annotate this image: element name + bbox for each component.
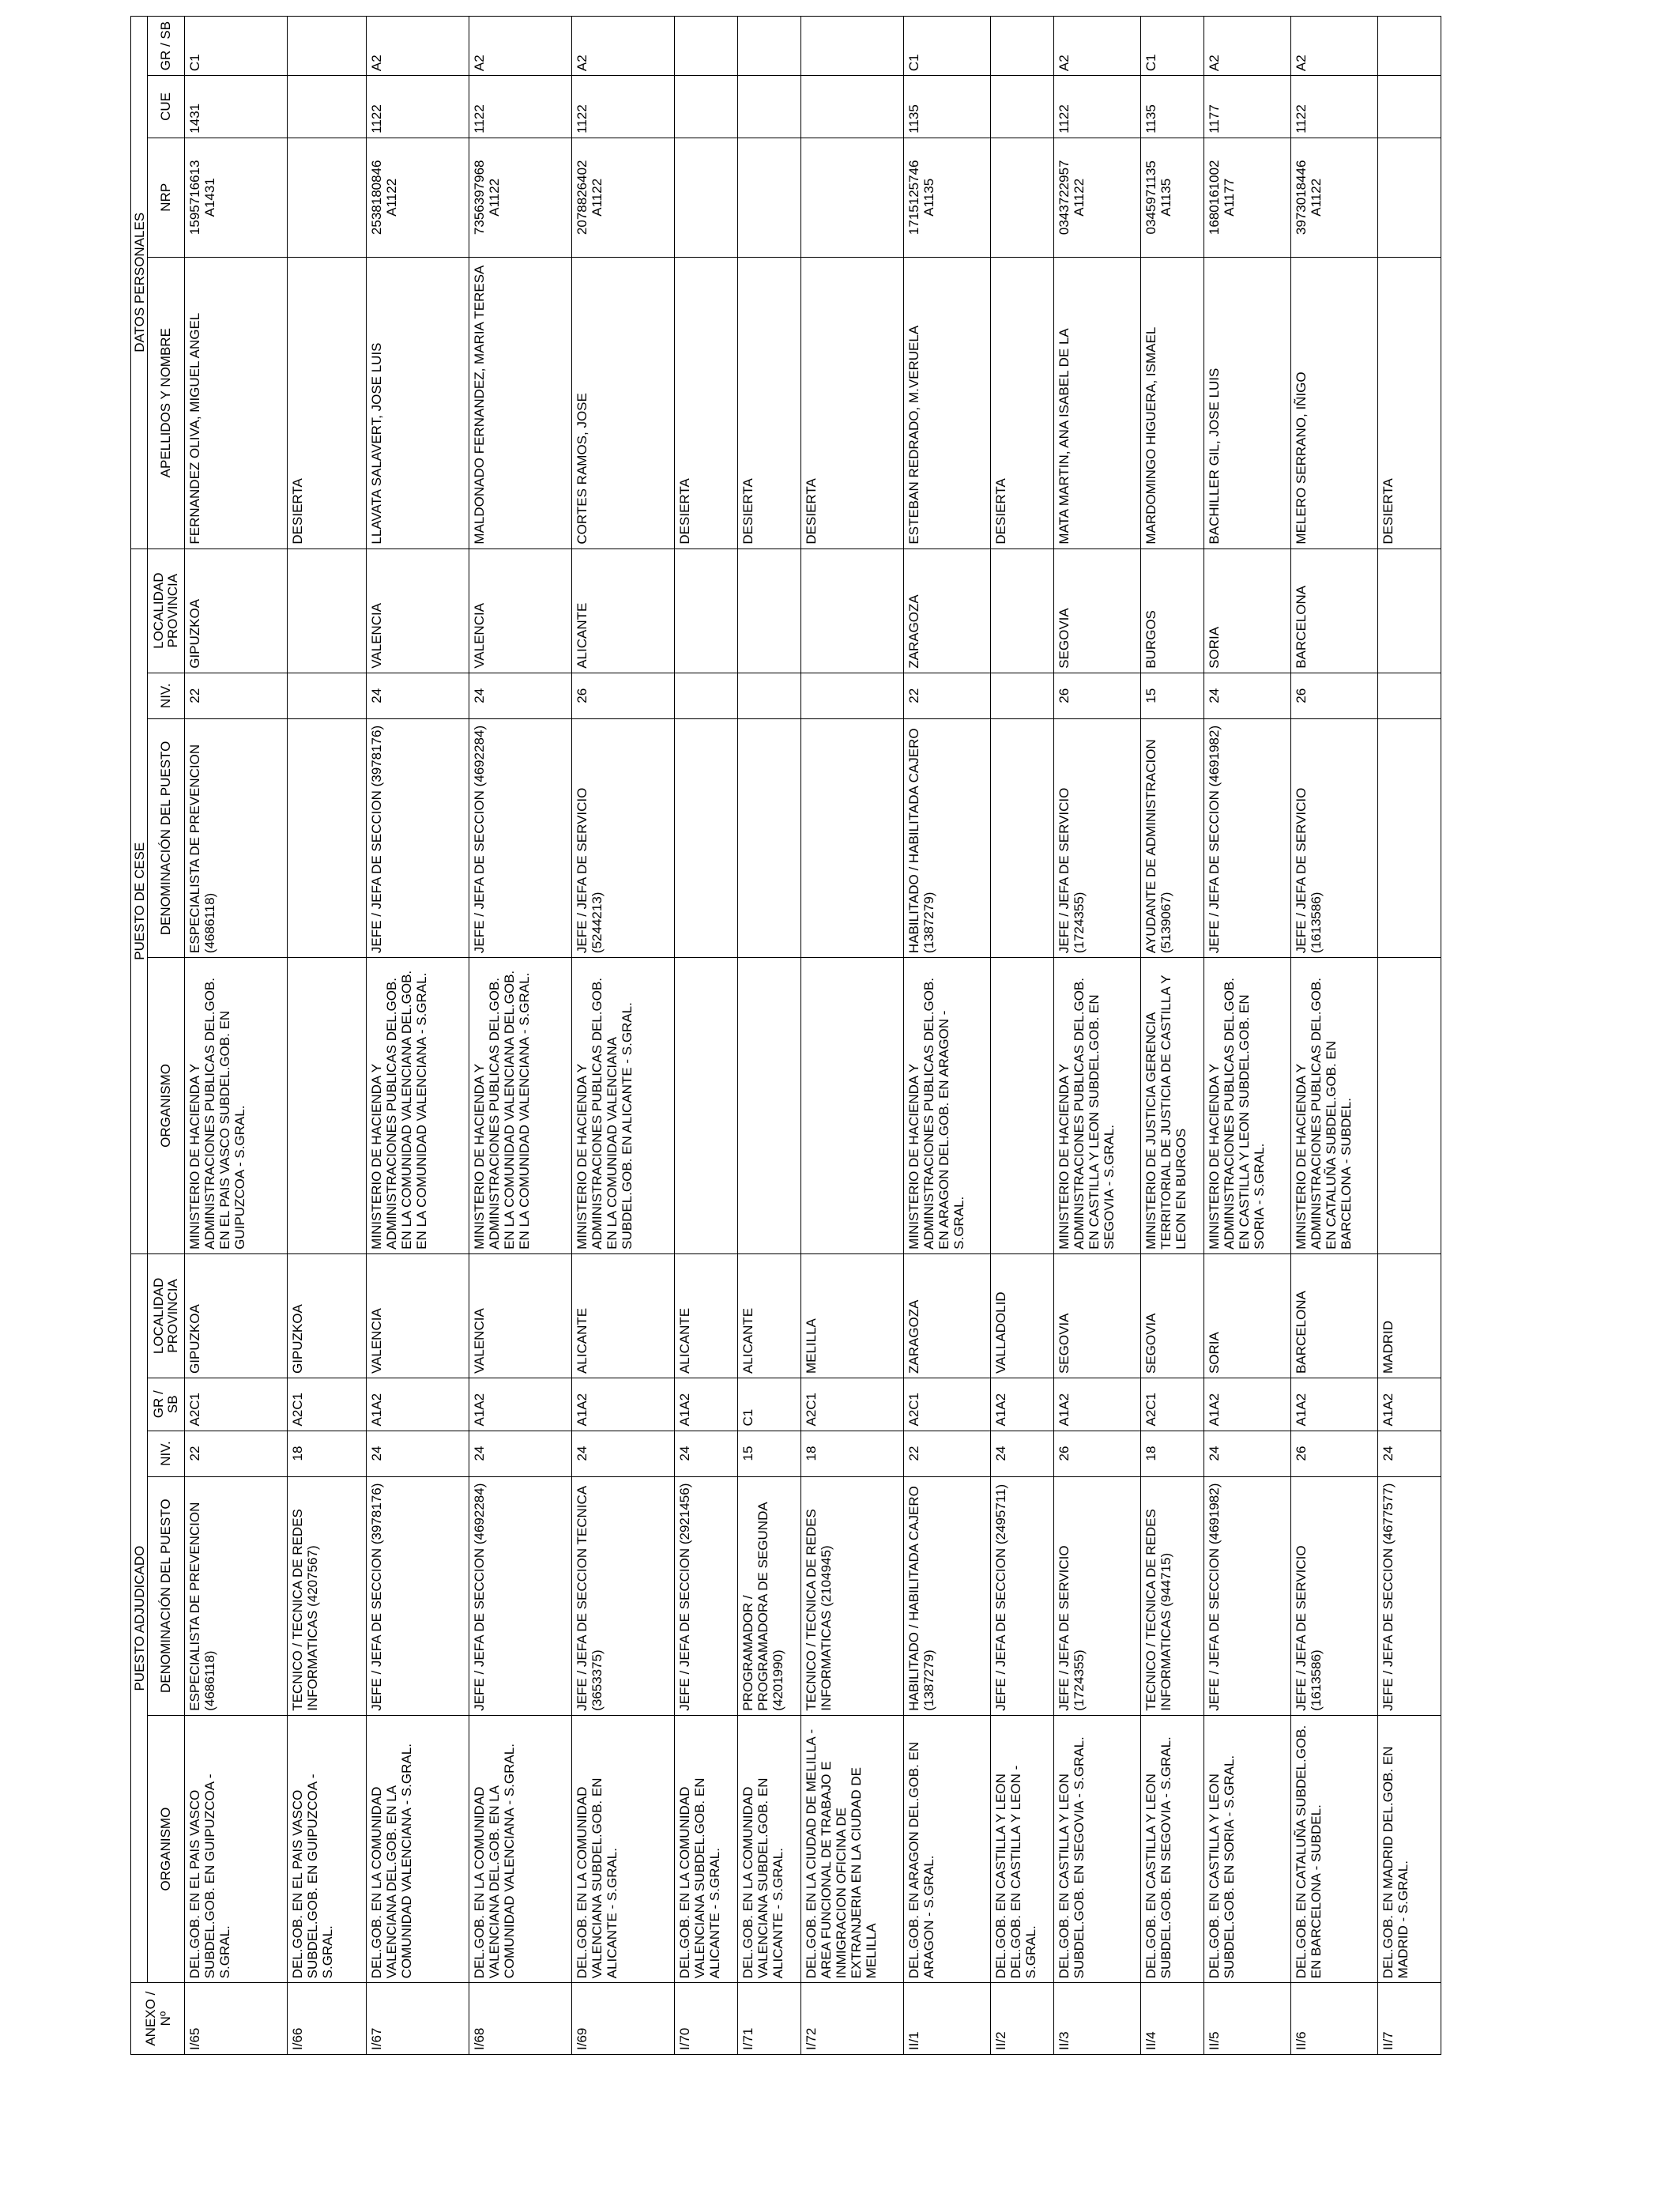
cese-localidad-cell: SEGOVIA: [1054, 548, 1141, 673]
cese-niv-cell: 15: [1141, 673, 1204, 718]
cese-denominacion-cell: JEFE / JEFA DE SECCION (4691982): [1204, 718, 1291, 957]
table-row: [288, 17, 367, 2055]
denominacion-cell: JEFE / JEFA DE SECCION (4692284): [469, 1476, 572, 1715]
localidad-cell: SEGOVIA: [1054, 1253, 1141, 1378]
nrp-cell: 1715125746 A1135: [904, 138, 991, 257]
gr-sb-cell: A2C1: [1141, 1378, 1204, 1431]
cese-localidad-cell: [675, 548, 738, 673]
cue-cell: [675, 76, 738, 138]
cese-niv-cell: 22: [904, 673, 991, 718]
gr-sb-cell: A1A2: [675, 1378, 738, 1431]
anexo-cell: I/71: [738, 1983, 801, 2055]
cese-localidad-cell: [801, 548, 904, 673]
cese-localidad-cell: ALICANTE: [572, 548, 675, 673]
nrp-cell: 1595716613 A1431: [185, 138, 288, 257]
personal-gr-sb-cell: [1378, 17, 1441, 76]
niv-cell: 26: [1054, 1431, 1141, 1476]
table-row: [1141, 17, 1204, 2055]
anexo-cell: I/72: [801, 1983, 904, 2055]
table-row: [469, 17, 572, 2055]
gr-sb-cell: A2C1: [185, 1378, 288, 1431]
col-organismo: ORGANISMO: [148, 1715, 185, 1983]
cue-cell: [801, 76, 904, 138]
localidad-cell: MELILLA: [801, 1253, 904, 1378]
cese-niv-cell: [801, 673, 904, 718]
col-personal-gr-sb: GR / SB: [148, 17, 185, 76]
cese-organismo-cell: MINISTERIO DE HACIENDA Y ADMINISTRACIONES PUBLICAS DEL.GOB. EN CASTILLA Y LEON SUBDEL.GOB. EN SEGOVIA - S.GRAL.: [1054, 958, 1141, 1254]
niv-cell: 15: [738, 1431, 801, 1476]
col-cue: CUE: [148, 76, 185, 138]
cese-localidad-cell: ZARAGOZA: [904, 548, 991, 673]
niv-cell: 24: [1378, 1431, 1441, 1476]
apellidos-nombre-cell: MATA MARTIN, ANA ISABEL DE LA: [1054, 257, 1141, 548]
organismo-cell: DEL.GOB. EN LA COMUNIDAD VALENCIANA SUBDEL.GOB. EN ALICANTE - S.GRAL.: [572, 1715, 675, 1983]
cese-organismo-cell: [738, 958, 801, 1254]
col-cese-niv: NIV.: [148, 673, 185, 718]
cese-denominacion-cell: JEFE / JEFA DE SECCION (3978176): [367, 718, 469, 957]
nrp-cell: 0343722957 A1122: [1054, 138, 1141, 257]
table-row: [675, 17, 738, 2055]
gr-sb-cell: A1A2: [1291, 1378, 1378, 1431]
localidad-cell: MADRID: [1378, 1253, 1441, 1378]
localidad-cell: VALLADOLID: [991, 1253, 1054, 1378]
cese-niv-cell: 26: [1054, 673, 1141, 718]
cue-cell: 1135: [1141, 76, 1204, 138]
apellidos-nombre-cell: DESIERTA: [738, 257, 801, 548]
cese-niv-cell: [675, 673, 738, 718]
apellidos-nombre-cell: BACHILLER GIL, JOSE LUIS: [1204, 257, 1291, 548]
gr-sb-cell: A1A2: [572, 1378, 675, 1431]
nrp-cell: 0345971135 A1135: [1141, 138, 1204, 257]
personal-gr-sb-cell: A2: [1204, 17, 1291, 76]
denominacion-cell: PROGRAMADOR / PROGRAMADORA DE SEGUNDA (4201990): [738, 1476, 801, 1715]
cese-niv-cell: [288, 673, 367, 718]
cue-cell: 1135: [904, 76, 991, 138]
cese-niv-cell: [738, 673, 801, 718]
denominacion-cell: JEFE / JEFA DE SERVICIO (1613586): [1291, 1476, 1378, 1715]
denominacion-cell: TECNICO / TECNICA DE REDES INFORMATICAS (4207567): [288, 1476, 367, 1715]
col-gr-sb: GR / SB: [148, 1378, 185, 1431]
localidad-cell: SEGOVIA: [1141, 1253, 1204, 1378]
puesto-adjudicado-header: PUESTO ADJUDICADO: [131, 1253, 148, 1982]
nrp-cell: [801, 138, 904, 257]
localidad-cell: GIPUZKOA: [288, 1253, 367, 1378]
niv-cell: 18: [288, 1431, 367, 1476]
cese-organismo-cell: MINISTERIO DE HACIENDA Y ADMINISTRACIONES PUBLICAS DEL.GOB. EN CASTILLA Y LEON SUBDEL.GOB. EN SORIA - S.GRAL.: [1204, 958, 1291, 1254]
denominacion-cell: JEFE / JEFA DE SECCION (4677577): [1378, 1476, 1441, 1715]
niv-cell: 24: [1204, 1431, 1291, 1476]
apellidos-nombre-cell: DESIERTA: [288, 257, 367, 548]
cese-localidad-cell: VALENCIA: [469, 548, 572, 673]
cese-denominacion-cell: JEFE / JEFA DE SERVICIO (1724355): [1054, 718, 1141, 957]
personal-gr-sb-cell: C1: [904, 17, 991, 76]
nrp-cell: [1378, 138, 1441, 257]
cese-denominacion-cell: JEFE / JEFA DE SECCION (4692284): [469, 718, 572, 957]
cese-localidad-cell: VALENCIA: [367, 548, 469, 673]
personal-gr-sb-cell: A2: [367, 17, 469, 76]
apellidos-nombre-cell: DESIERTA: [991, 257, 1054, 548]
cese-niv-cell: [991, 673, 1054, 718]
gr-sb-cell: A1A2: [1204, 1378, 1291, 1431]
localidad-cell: BARCELONA: [1291, 1253, 1378, 1378]
cese-localidad-cell: [1378, 548, 1441, 673]
table-row: [367, 17, 469, 2055]
organismo-cell: DEL.GOB. EN CASTILLA Y LEON SUBDEL.GOB. EN SORIA - S.GRAL.: [1204, 1715, 1291, 1983]
cese-localidad-cell: BURGOS: [1141, 548, 1204, 673]
anexo-cell: II/4: [1141, 1983, 1204, 2055]
cue-cell: 1122: [572, 76, 675, 138]
gr-sb-cell: A2C1: [288, 1378, 367, 1431]
denominacion-cell: TECNICO / TECNICA DE REDES INFORMATICAS (2104945): [801, 1476, 904, 1715]
anexo-cell: I/66: [288, 1983, 367, 2055]
gr-sb-cell: A1A2: [367, 1378, 469, 1431]
rotated-page: [130, 16, 1679, 2055]
cese-denominacion-cell: [1378, 718, 1441, 957]
localidad-cell: ZARAGOZA: [904, 1253, 991, 1378]
personal-gr-sb-cell: C1: [185, 17, 288, 76]
table-row: [572, 17, 675, 2055]
localidad-cell: VALENCIA: [367, 1253, 469, 1378]
anexo-cell: II/7: [1378, 1983, 1441, 2055]
anexo-cell: I/65: [185, 1983, 288, 2055]
denominacion-cell: HABILITADO / HABILITADA CAJERO (1387279): [904, 1476, 991, 1715]
niv-cell: 26: [1291, 1431, 1378, 1476]
table-row: [1204, 17, 1291, 2055]
datos-personales-header: DATOS PERSONALES: [131, 17, 148, 549]
col-cese-denominacion: DENOMINACIÓN DEL PUESTO: [148, 718, 185, 957]
col-nrp: NRP: [148, 138, 185, 257]
personal-gr-sb-cell: [288, 17, 367, 76]
denominacion-cell: JEFE / JEFA DE SECCION (3978176): [367, 1476, 469, 1715]
puesto-cese-header: PUESTO DE CESE: [131, 548, 148, 1253]
anexo-cell: II/1: [904, 1983, 991, 2055]
cese-organismo-cell: [991, 958, 1054, 1254]
cese-localidad-cell: [738, 548, 801, 673]
cese-organismo-cell: MINISTERIO DE HACIENDA Y ADMINISTRACIONES PUBLICAS DEL.GOB. EN ARAGON DEL.GOB. EN ARAGON - S.GRAL.: [904, 958, 991, 1254]
col-denominacion: DENOMINACIÓN DEL PUESTO: [148, 1476, 185, 1715]
table-row: [185, 17, 288, 2055]
organismo-cell: DEL.GOB. EN LA COMUNIDAD VALENCIANA SUBDEL.GOB. EN ALICANTE - S.GRAL.: [675, 1715, 738, 1983]
apellidos-nombre-cell: DESIERTA: [801, 257, 904, 548]
cese-localidad-cell: [991, 548, 1054, 673]
organismo-cell: DEL.GOB. EN ARAGON DEL.GOB. EN ARAGON - S.GRAL.: [904, 1715, 991, 1983]
cese-denominacion-cell: [738, 718, 801, 957]
gr-sb-cell: A1A2: [469, 1378, 572, 1431]
cese-denominacion-cell: AYUDANTE DE ADMINISTRACION (5139067): [1141, 718, 1204, 957]
col-localidad: LOCALIDAD PROVINCIA: [148, 1253, 185, 1378]
denominacion-cell: JEFE / JEFA DE SECCION (2495711): [991, 1476, 1054, 1715]
organismo-cell: DEL.GOB. EN LA CIUDAD DE MELILLA - AREA FUNCIONAL DE TRABAJO E INMIGRACION OFICINA DE EXTRANJERIA EN LA CIUDAD DE MELILLA: [801, 1715, 904, 1983]
niv-cell: 24: [675, 1431, 738, 1476]
col-cese-organismo: ORGANISMO: [148, 958, 185, 1254]
cese-niv-cell: [1378, 673, 1441, 718]
cese-niv-cell: 26: [572, 673, 675, 718]
gr-sb-cell: C1: [738, 1378, 801, 1431]
localidad-cell: ALICANTE: [738, 1253, 801, 1378]
cue-cell: [288, 76, 367, 138]
gr-sb-cell: A1A2: [1378, 1378, 1441, 1431]
anexo-cell: I/68: [469, 1983, 572, 2055]
organismo-cell: DEL.GOB. EN LA COMUNIDAD VALENCIANA DEL.GOB. EN LA COMUNIDAD VALENCIANA - S.GRAL.: [367, 1715, 469, 1983]
personal-gr-sb-cell: A2: [1291, 17, 1378, 76]
cese-localidad-cell: BARCELONA: [1291, 548, 1378, 673]
cese-denominacion-cell: ESPECIALISTA DE PREVENCION (4686118): [185, 718, 288, 957]
nrp-cell: 3973018446 A1122: [1291, 138, 1378, 257]
cue-cell: 1122: [1054, 76, 1141, 138]
cese-denominacion-cell: [288, 718, 367, 957]
denominacion-cell: JEFE / JEFA DE SECCION (4691982): [1204, 1476, 1291, 1715]
cese-organismo-cell: MINISTERIO DE HACIENDA Y ADMINISTRACIONES PUBLICAS DEL.GOB. EN EL PAIS VASCO SUBDEL.GOB. EN GUIPUZCOA - S.GRAL.: [185, 958, 288, 1254]
apellidos-nombre-cell: MALDONADO FERNANDEZ, MARIA TERESA: [469, 257, 572, 548]
niv-cell: 18: [801, 1431, 904, 1476]
localidad-cell: ALICANTE: [675, 1253, 738, 1378]
gr-sb-cell: A2C1: [801, 1378, 904, 1431]
personal-gr-sb-cell: [675, 17, 738, 76]
table-row: [1291, 17, 1378, 2055]
personal-gr-sb-cell: C1: [1141, 17, 1204, 76]
organismo-cell: DEL.GOB. EN EL PAIS VASCO SUBDEL.GOB. EN GUIPUZCOA - S.GRAL.: [288, 1715, 367, 1983]
denominacion-cell: TECNICO / TECNICA DE REDES INFORMATICAS (944715): [1141, 1476, 1204, 1715]
cese-denominacion-cell: JEFE / JEFA DE SERVICIO (1613586): [1291, 718, 1378, 957]
niv-cell: 24: [469, 1431, 572, 1476]
organismo-cell: DEL.GOB. EN CASTILLA Y LEON DEL.GOB. EN CASTILLA Y LEON - S.GRAL.: [991, 1715, 1054, 1983]
personal-gr-sb-cell: A2: [469, 17, 572, 76]
apellidos-nombre-cell: MARDOMINGO HIGUERA, ISMAEL: [1141, 257, 1204, 548]
personal-gr-sb-cell: A2: [1054, 17, 1141, 76]
personal-gr-sb-cell: A2: [572, 17, 675, 76]
cese-localidad-cell: GIPUZKOA: [185, 548, 288, 673]
nrp-cell: 2078826402 A1122: [572, 138, 675, 257]
cue-cell: [738, 76, 801, 138]
niv-cell: 24: [572, 1431, 675, 1476]
anexo-cell: II/3: [1054, 1983, 1141, 2055]
gr-sb-cell: A1A2: [991, 1378, 1054, 1431]
col-apellidos: APELLIDOS Y NOMBRE: [148, 257, 185, 548]
cese-organismo-cell: MINISTERIO DE HACIENDA Y ADMINISTRACIONES PUBLICAS DEL.GOB. EN CATALUÑA SUBDEL.GOB. EN BARCELONA - SUBDEL.: [1291, 958, 1378, 1254]
cese-organismo-cell: MINISTERIO DE HACIENDA Y ADMINISTRACIONES PUBLICAS DEL.GOB. EN LA COMUNIDAD VALENCIANA DEL.GOB. EN LA COMUNIDAD VALENCIANA - S.GRAL.: [469, 958, 572, 1254]
denominacion-cell: ESPECIALISTA DE PREVENCION (4686118): [185, 1476, 288, 1715]
col-niv: NIV.: [148, 1431, 185, 1476]
cese-denominacion-cell: [675, 718, 738, 957]
apellidos-nombre-cell: FERNANDEZ OLIVA, MIGUEL ANGEL: [185, 257, 288, 548]
table-row: [801, 17, 904, 2055]
apellidos-nombre-cell: DESIERTA: [675, 257, 738, 548]
table-row: [1054, 17, 1141, 2055]
cese-organismo-cell: MINISTERIO DE HACIENDA Y ADMINISTRACIONES PUBLICAS DEL.GOB. EN LA COMUNIDAD VALENCIANA SUBDEL.GOB. EN ALICANTE - S.GRAL.: [572, 958, 675, 1254]
cese-niv-cell: 22: [185, 673, 288, 718]
localidad-cell: GIPUZKOA: [185, 1253, 288, 1378]
anexo-cell: II/5: [1204, 1983, 1291, 2055]
cese-organismo-cell: [801, 958, 904, 1254]
cese-organismo-cell: MINISTERIO DE JUSTICIA GERENCIA TERRITORIAL DE JUSTICIA DE CASTILLA Y LEON EN BURGOS: [1141, 958, 1204, 1254]
localidad-cell: SORIA: [1204, 1253, 1291, 1378]
cue-cell: 1122: [1291, 76, 1378, 138]
cue-cell: [1378, 76, 1441, 138]
cese-denominacion-cell: JEFE / JEFA DE SERVICIO (5244213): [572, 718, 675, 957]
cese-denominacion-cell: [991, 718, 1054, 957]
nrp-cell: [288, 138, 367, 257]
denominacion-cell: JEFE / JEFA DE SECCION TECNICA (3653375): [572, 1476, 675, 1715]
apellidos-nombre-cell: CORTES RAMOS, JOSE: [572, 257, 675, 548]
cese-niv-cell: 24: [469, 673, 572, 718]
anexo-cell: I/69: [572, 1983, 675, 2055]
anexo-cell: I/67: [367, 1983, 469, 2055]
niv-cell: 24: [367, 1431, 469, 1476]
cese-localidad-cell: SORIA: [1204, 548, 1291, 673]
anexo-cell: II/2: [991, 1983, 1054, 2055]
organismo-cell: DEL.GOB. EN MADRID DEL.GOB. EN MADRID - S.GRAL.: [1378, 1715, 1441, 1983]
organismo-cell: DEL.GOB. EN CASTILLA Y LEON SUBDEL.GOB. EN SEGOVIA - S.GRAL.: [1054, 1715, 1141, 1983]
cue-cell: 1431: [185, 76, 288, 138]
organismo-cell: DEL.GOB. EN CATALUÑA SUBDEL.GOB. EN BARCELONA - SUBDEL.: [1291, 1715, 1378, 1983]
anexo-cell: II/6: [1291, 1983, 1378, 2055]
denominacion-cell: JEFE / JEFA DE SERVICIO (1724355): [1054, 1476, 1141, 1715]
niv-cell: 22: [904, 1431, 991, 1476]
cue-cell: 1122: [469, 76, 572, 138]
nrp-cell: [738, 138, 801, 257]
apellidos-nombre-cell: DESIERTA: [1378, 257, 1441, 548]
personal-gr-sb-cell: [991, 17, 1054, 76]
niv-cell: 22: [185, 1431, 288, 1476]
resolution-table: [130, 16, 1441, 2055]
niv-cell: 18: [1141, 1431, 1204, 1476]
cese-organismo-cell: [675, 958, 738, 1254]
cese-niv-cell: 26: [1291, 673, 1378, 718]
localidad-cell: ALICANTE: [572, 1253, 675, 1378]
localidad-cell: VALENCIA: [469, 1253, 572, 1378]
nrp-cell: 1680161002 A1177: [1204, 138, 1291, 257]
apellidos-nombre-cell: MELERO SERRANO, IÑIGO: [1291, 257, 1378, 548]
cese-niv-cell: 24: [1204, 673, 1291, 718]
cue-cell: [991, 76, 1054, 138]
table-row: [738, 17, 801, 2055]
organismo-cell: DEL.GOB. EN LA COMUNIDAD VALENCIANA DEL.GOB. EN LA COMUNIDAD VALENCIANA - S.GRAL.: [469, 1715, 572, 1983]
cese-localidad-cell: [288, 548, 367, 673]
nrp-cell: [675, 138, 738, 257]
organismo-cell: DEL.GOB. EN EL PAIS VASCO SUBDEL.GOB. EN GUIPUZCOA - S.GRAL.: [185, 1715, 288, 1983]
table-row: [991, 17, 1054, 2055]
niv-cell: 24: [991, 1431, 1054, 1476]
cese-organismo-cell: [1378, 958, 1441, 1254]
cese-organismo-cell: [288, 958, 367, 1254]
denominacion-cell: JEFE / JEFA DE SECCION (2921456): [675, 1476, 738, 1715]
personal-gr-sb-cell: [738, 17, 801, 76]
organismo-cell: DEL.GOB. EN CASTILLA Y LEON SUBDEL.GOB. EN SEGOVIA - S.GRAL.: [1141, 1715, 1204, 1983]
cue-cell: 1177: [1204, 76, 1291, 138]
apellidos-nombre-cell: LLAVATA SALAVERT, JOSE LUIS: [367, 257, 469, 548]
anexo-header: ANEXO / Nº: [131, 1983, 185, 2055]
nrp-cell: 7356397968 A1122: [469, 138, 572, 257]
cese-denominacion-cell: [801, 718, 904, 957]
cese-denominacion-cell: HABILITADO / HABILITADA CAJERO (1387279): [904, 718, 991, 957]
nrp-cell: 2538180846 A1122: [367, 138, 469, 257]
gr-sb-cell: A2C1: [904, 1378, 991, 1431]
cese-niv-cell: 24: [367, 673, 469, 718]
nrp-cell: [991, 138, 1054, 257]
gr-sb-cell: A1A2: [1054, 1378, 1141, 1431]
cue-cell: 1122: [367, 76, 469, 138]
col-cese-localidad: LOCALIDAD PROVINCIA: [148, 548, 185, 673]
anexo-cell: I/70: [675, 1983, 738, 2055]
cese-organismo-cell: MINISTERIO DE HACIENDA Y ADMINISTRACIONES PUBLICAS DEL.GOB. EN LA COMUNIDAD VALENCIANA DEL.GOB. EN LA COMUNIDAD VALENCIANA - S.GRAL.: [367, 958, 469, 1254]
table-row: [904, 17, 991, 2055]
organismo-cell: DEL.GOB. EN LA COMUNIDAD VALENCIANA SUBDEL.GOB. EN ALICANTE - S.GRAL.: [738, 1715, 801, 1983]
table-row: [1378, 17, 1441, 2055]
apellidos-nombre-cell: ESTEBAN REDRADO, M.VERUELA: [904, 257, 991, 548]
personal-gr-sb-cell: [801, 17, 904, 76]
